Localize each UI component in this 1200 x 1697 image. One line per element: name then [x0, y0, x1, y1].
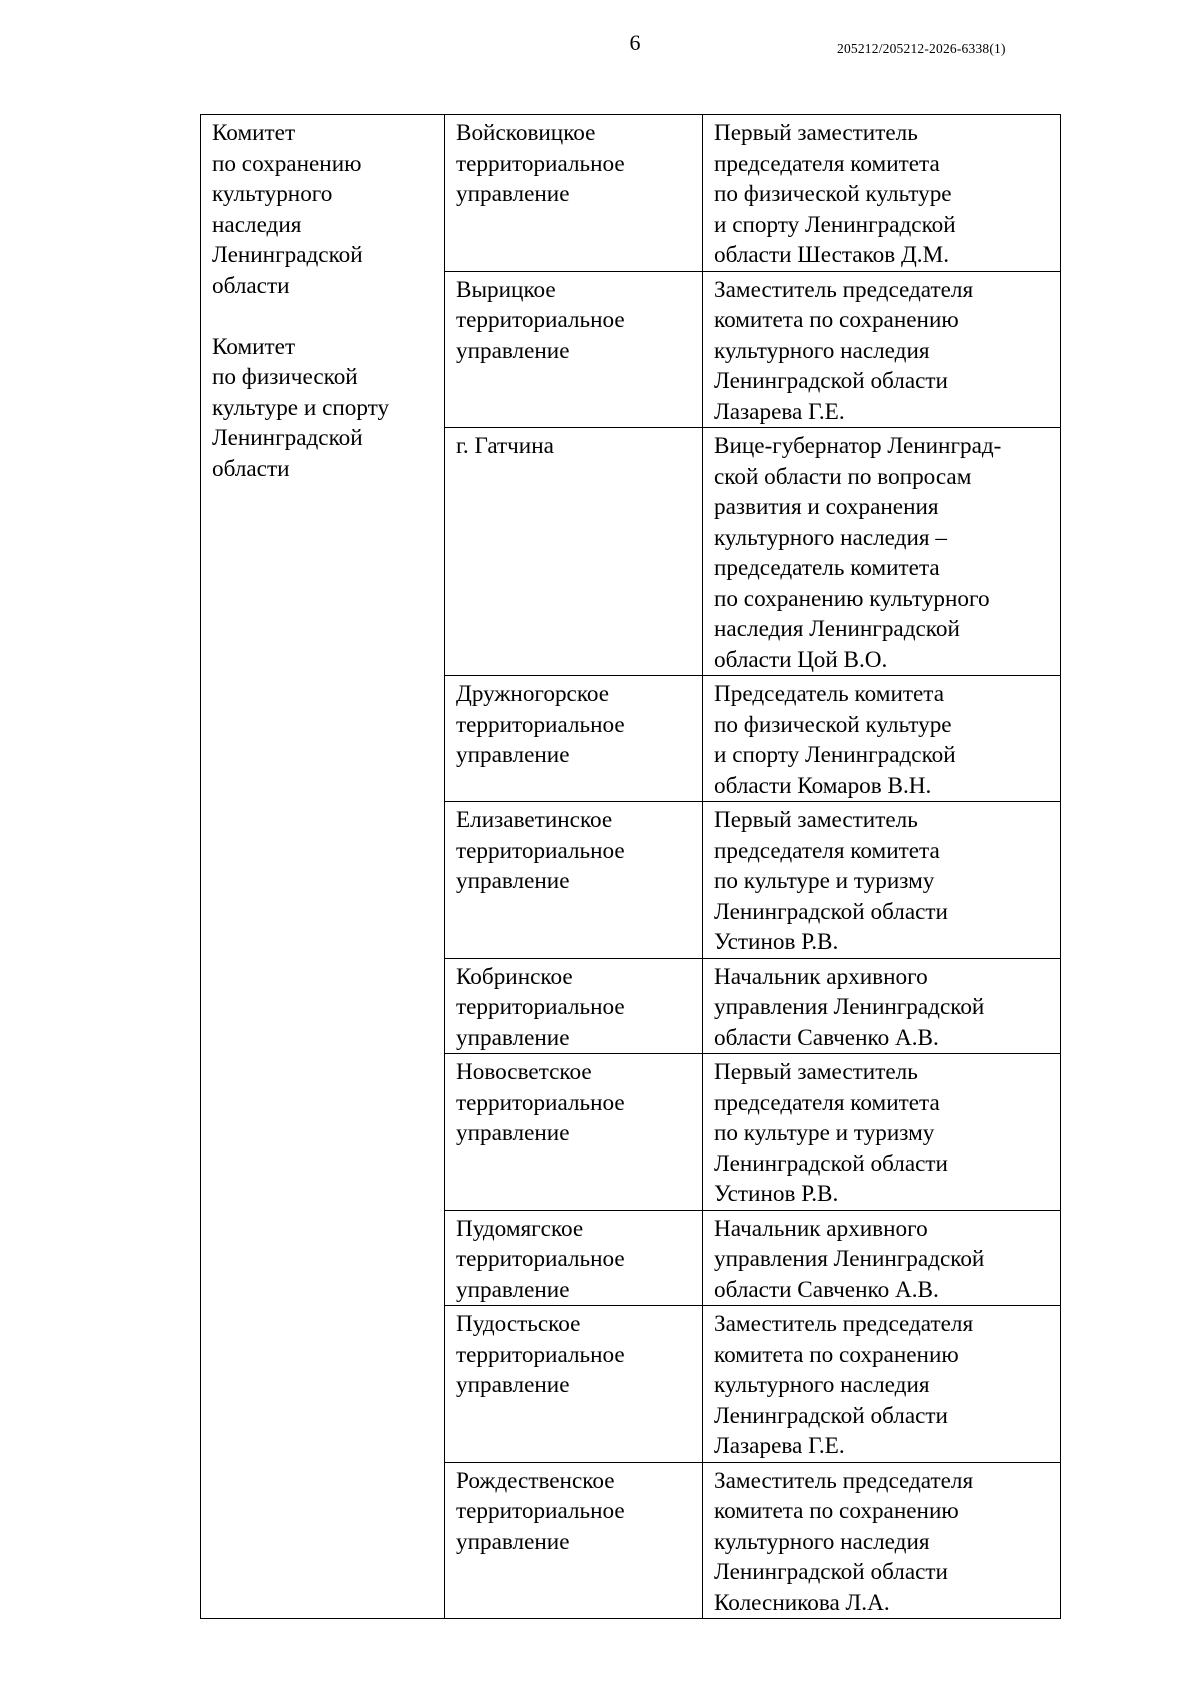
territory-line: управление	[456, 1120, 570, 1146]
official-line: комитета по сохранению	[714, 1341, 959, 1368]
official-line: Устинов Р.В.	[714, 1181, 839, 1207]
official-cell	[703, 271, 1061, 428]
official-line: по культуре и туризму	[714, 1120, 935, 1146]
document-id: 205212/205212-2026-6338(1)	[837, 41, 1006, 56]
committee-line: культурного	[212, 181, 333, 207]
committee-line: по физической	[212, 364, 358, 390]
official-cell	[703, 115, 1061, 272]
territory-line: управление	[456, 1528, 570, 1555]
official-line: Первый заместитель	[714, 807, 918, 833]
official-cell	[703, 1210, 1061, 1306]
territory-line: территориальное	[456, 1089, 625, 1116]
official-cell	[703, 1306, 1061, 1463]
official-line: Заместитель председателя	[714, 276, 974, 303]
territory-line: территориальное	[456, 150, 625, 177]
territory-line: управление	[456, 868, 570, 894]
territory-line: Елизаветинское	[456, 807, 613, 833]
official-line: культурного наследия	[714, 337, 930, 364]
official-line: Колесникова Л.А.	[714, 1589, 890, 1616]
territory-cell	[445, 958, 703, 1054]
territory-cell	[445, 1306, 703, 1463]
official-line: культурного наследия	[714, 1528, 930, 1555]
official-line: культурного наследия –	[714, 524, 947, 551]
official-line: управления Ленинградской	[714, 1246, 985, 1272]
territory-line: управление	[456, 1276, 570, 1303]
committee-line: Ленинградской	[212, 242, 363, 268]
committee-line: наследия	[212, 211, 302, 238]
territory-line: Вырицкое	[456, 276, 556, 303]
territory-line: управление	[456, 1024, 570, 1051]
territory-line: Новосветское	[456, 1059, 592, 1085]
official-line: и спорту Ленинградской	[714, 742, 956, 768]
official-line: области Савченко А.В.	[714, 1024, 939, 1051]
territory-line: Пудостьское	[456, 1311, 581, 1337]
territory-line: Войсковицкое	[456, 120, 596, 146]
territory-line: г. Гатчина	[456, 433, 554, 459]
territory-cell	[445, 428, 703, 676]
territory-line: управление	[456, 337, 570, 364]
official-line: Первый заместитель	[714, 1059, 918, 1085]
official-line: и спорту Ленинградской	[714, 211, 956, 238]
official-cell	[703, 428, 1061, 676]
territory-cell	[445, 1054, 703, 1211]
official-line: Первый заместитель	[714, 120, 918, 146]
official-line: по сохранению культурного	[714, 585, 990, 612]
official-cell	[703, 676, 1061, 802]
official-line: Ленинградской области	[714, 1559, 948, 1585]
official-cell	[703, 1054, 1061, 1211]
official-line: Вице-губернатор Ленинград-	[714, 433, 1002, 459]
official-line: комитета по сохранению	[714, 1498, 959, 1524]
official-line: Заместитель председателя	[714, 1467, 974, 1494]
territory-line: территориальное	[456, 1341, 625, 1368]
official-line: председателя комитета	[714, 150, 940, 177]
table-row	[201, 115, 1061, 272]
official-line: Устинов Р.В.	[714, 929, 839, 955]
official-line: области Савченко А.В.	[714, 1276, 939, 1303]
territory-line: Дружногорское	[456, 681, 610, 707]
territory-cell	[445, 802, 703, 959]
committee-line: по сохранению	[212, 150, 362, 177]
official-line: по физической культуре	[714, 181, 952, 207]
territory-line: управление	[456, 742, 570, 768]
official-line: ской области по вопросам	[714, 463, 972, 490]
territory-line: управление	[456, 181, 570, 207]
territory-line: Пудомягское	[456, 1215, 584, 1242]
territory-line: территориальное	[456, 1246, 625, 1272]
official-line: Начальник архивного	[714, 963, 928, 990]
official-line: по физической культуре	[714, 711, 952, 738]
official-line: культурного наследия	[714, 1372, 930, 1398]
territory-line: Рождественское	[456, 1467, 615, 1494]
official-line: развития и сохранения	[714, 494, 939, 520]
official-cell	[703, 1462, 1061, 1619]
official-line: Председатель комитета	[714, 681, 944, 707]
official-line: Лазарева Г.Е.	[714, 398, 845, 425]
official-line: комитета по сохранению	[714, 307, 959, 333]
official-line: председателя комитета	[714, 837, 940, 864]
territory-cell	[445, 676, 703, 802]
territory-line: территориальное	[456, 307, 625, 333]
committee-separator	[212, 301, 436, 332]
official-line: по культуре и туризму	[714, 868, 935, 894]
official-line: Лазарева Г.Е.	[714, 1433, 845, 1459]
official-line: Ленинградской области	[714, 898, 948, 925]
territory-cell	[445, 1210, 703, 1306]
territory-cell	[445, 1462, 703, 1619]
official-line: Ленинградской области	[714, 368, 948, 394]
official-line: области Комаров В.Н.	[714, 772, 932, 799]
official-cell	[703, 802, 1061, 959]
territory-cell	[445, 115, 703, 272]
official-line: Начальник архивного	[714, 1215, 928, 1242]
official-line: председатель комитета	[714, 555, 940, 581]
territory-line: управление	[456, 1372, 570, 1398]
committee-line: области	[212, 455, 290, 482]
territory-line: территориальное	[456, 837, 625, 864]
committee-line: Ленинградской	[212, 425, 363, 451]
assignments-table	[200, 114, 1061, 1619]
official-line: управления Ленинградской	[714, 994, 985, 1020]
official-line: наследия Ленинградской	[714, 616, 960, 642]
official-line: Ленинградской области	[714, 1402, 948, 1429]
territory-line: территориальное	[456, 1498, 625, 1524]
committee-line: культуре и спорту	[212, 394, 390, 421]
committee-line: Комитет	[212, 333, 296, 360]
official-line: Заместитель председателя	[714, 1311, 974, 1337]
page-number: 6	[629, 30, 641, 55]
official-line: области Шестаков Д.М.	[714, 242, 950, 268]
committee-line: Комитет	[212, 120, 296, 146]
assignments-table-body	[201, 115, 1061, 1619]
territory-line: Кобринское	[456, 963, 573, 990]
official-line: Ленинградской области	[714, 1150, 948, 1177]
official-line: председателя комитета	[714, 1089, 940, 1116]
committee-line: области	[212, 272, 290, 299]
territory-line: территориальное	[456, 994, 625, 1020]
territory-cell	[445, 271, 703, 428]
official-cell	[703, 958, 1061, 1054]
official-line: области Цой В.О.	[714, 646, 888, 673]
committees-cell	[201, 115, 445, 1619]
territory-line: территориальное	[456, 711, 625, 738]
